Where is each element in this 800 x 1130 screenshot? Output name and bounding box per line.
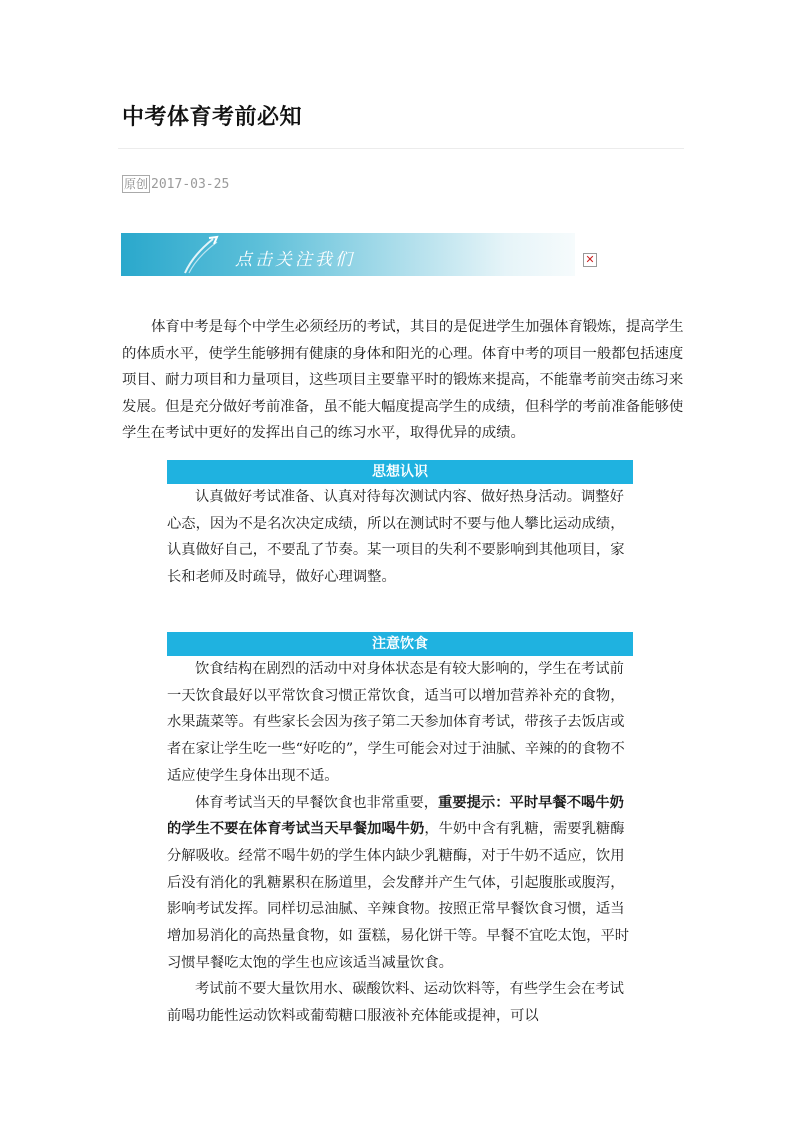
section-heading: 思想认识 <box>167 460 633 484</box>
paragraph-lead: 体育考试当天的早餐饮食也非常重要， <box>195 794 439 811</box>
article-title: 中考体育考前必知 <box>122 105 303 130</box>
original-tag: 原创 <box>124 177 149 191</box>
follow-us-label: 点击关注我们 <box>235 250 355 270</box>
section-paragraph: 认真做好考试准备、认真对待每次测试内容、做好热身活动。调整好心态，因为不是名次决定成绩，所以在测试时不要与他人攀比运动成绩，认真做好自己，不要乱了节奏。某一项目的失利不要影响到其他项目，家长和老师及时疏导，做好心理调整。 <box>167 489 625 586</box>
section-mindset <box>167 460 633 591</box>
article-meta <box>122 175 229 193</box>
section-diet <box>167 632 633 1030</box>
section-paragraph: 饮食结构在剧烈的活动中对身体状态是有较大影响的，学生在考试前一天饮食最好以平常饮食习惯正常饮食，适当可以增加营养补充的食物，水果蔬菜等。有些家长会因为孩子第二天参加体育考试，带孩子去饭店或者在家让学生吃一些“好吃的”，学生可能会对过于油腻、辛辣的的食物不适应使学生身体出现不适。 <box>167 661 625 784</box>
arrow-icon <box>179 233 229 276</box>
section-paragraph: 考试前不要大量饮用水、碳酸饮料、运动饮料等，有些学生会在考试前喝功能性运动饮料或葡萄糖口服液补充体能或提神，可以 <box>167 981 624 1025</box>
paragraph-rest: ，牛奶中含有乳糖，需要乳糖酶分解吸收。经常不喝牛奶的学生体内缺少乳糖酶，对于牛奶不适应，饮用后没有消化的乳糖累积在肠道里，会发酵并产生气体，引起腹胀或腹泻，影响考试发挥。同样切忌油腻、辛辣食物。按照正常早餐饮食习惯，适当增加易消化的高热量食物，如 蛋糕，易化饼干等。早餐不宜吃太饱，平时习惯早餐吃太饱的学生也应该适当减量饮食。 <box>167 821 630 971</box>
important-tip: 重要提示：平时早餐不喝牛奶的学生不要在体育考试当天早餐加喝牛奶 <box>167 794 624 838</box>
publish-date: 2017-03-25 <box>151 176 230 192</box>
follow-us-banner[interactable] <box>121 233 575 276</box>
section-paragraph <box>167 790 633 977</box>
close-icon[interactable]: ✕ <box>583 253 597 267</box>
section-heading: 注意饮食 <box>167 632 633 656</box>
title-divider <box>118 148 684 149</box>
intro-paragraph: 体育中考是每个中学生必须经历的考试，其目的是促进学生加强体育锻炼，提高学生的体质水平，使学生能够拥有健康的身体和阳光的心理。体育中考的项目一般都包括速度项目、耐力项目和力量项目，这些项目主要靠平时的锻炼来提高，不能靠考前突击练习来发展。但是充分做好考前准备，虽不能大幅度提高学生的成绩，但科学的考前准备能够使学生在考试中更好的发挥出自己的练习水平，取得优异的成绩。 <box>122 319 684 442</box>
